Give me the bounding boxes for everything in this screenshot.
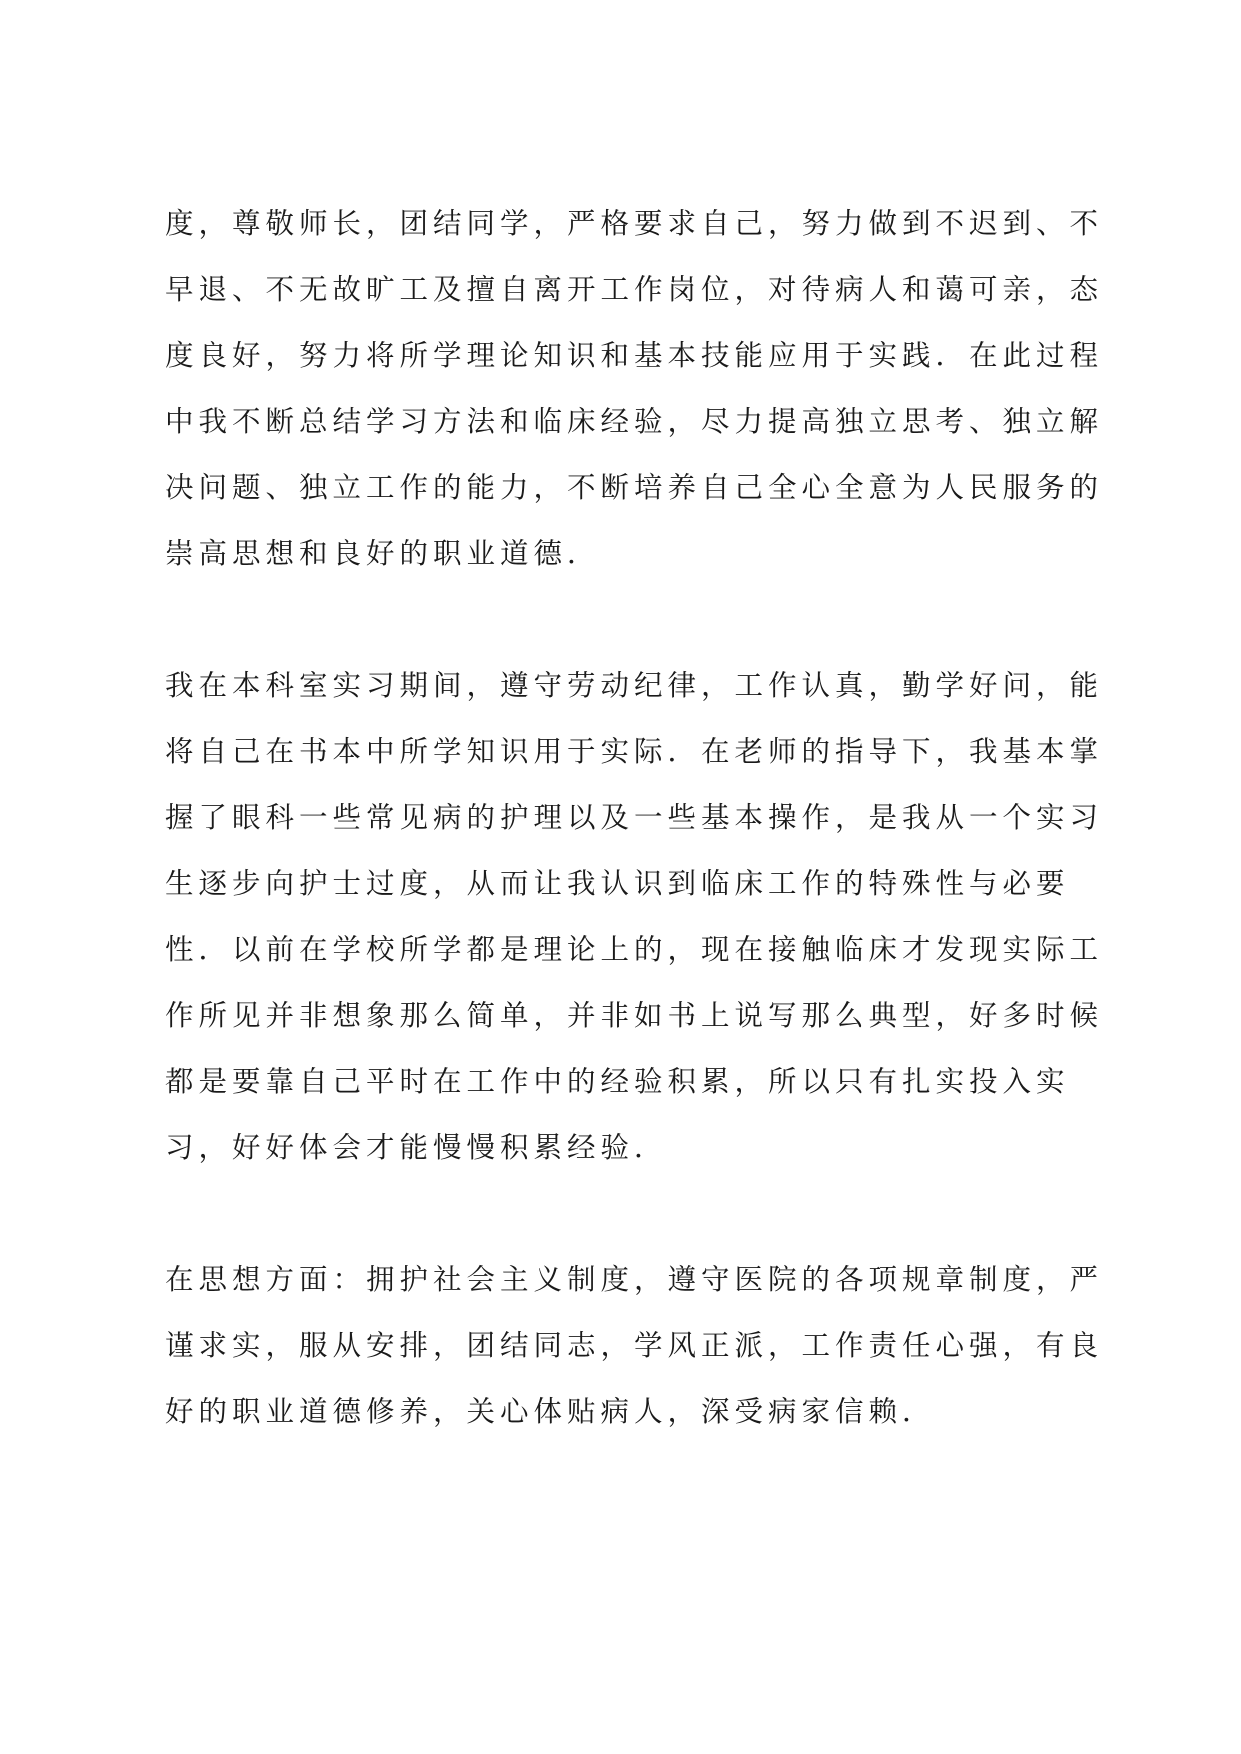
paragraph-line: 崇高思想和良好的职业道德． [165, 537, 601, 570]
paragraph-line: 将自己在书本中所学知识用于实际．在老师的指导下，我基本掌 [165, 735, 1104, 768]
paragraph-line: 度，尊敬师长，团结同学，严格要求自己，努力做到不迟到、不 [165, 207, 1104, 240]
paragraph-line: 谨求实，服从安排，团结同志，学风正派，工作责任心强，有良 [165, 1329, 1104, 1362]
paragraph-line: 中我不断总结学习方法和临床经验，尽力提高独立思考、独立解 [165, 405, 1104, 438]
paragraph-line: 好的职业道德修养，关心体贴病人，深受病家信赖． [165, 1395, 936, 1428]
paragraph-line: 都是要靠自己平时在工作中的经验积累，所以只有扎实投入实 [165, 1065, 1070, 1098]
paragraph-line: 决问题、独立工作的能力，不断培养自己全心全意为人民服务的 [165, 471, 1104, 504]
paragraph-line: 性．以前在学校所学都是理论上的，现在接触临床才发现实际工 [165, 933, 1104, 966]
paragraph-line: 作所见并非想象那么简单，并非如书上说写那么典型，好多时候 [165, 999, 1104, 1032]
paragraph-line: 握了眼科一些常见病的护理以及一些基本操作，是我从一个实习 [165, 801, 1104, 834]
paragraph-line: 生逐步向护士过度，从而让我认识到临床工作的特殊性与必要 [165, 867, 1070, 900]
paragraph-line: 早退、不无故旷工及擅自离开工作岗位，对待病人和蔼可亲，态 [165, 273, 1104, 306]
paragraph-line: 习，好好体会才能慢慢积累经验． [165, 1131, 668, 1164]
paragraph-line: 我在本科室实习期间，遵守劳动纪律，工作认真，勤学好问，能 [165, 669, 1104, 702]
paragraph-line: 度良好，努力将所学理论知识和基本技能应用于实践．在此过程 [165, 339, 1104, 372]
paragraph-line: 在思想方面：拥护社会主义制度，遵守医院的各项规章制度，严 [165, 1263, 1104, 1296]
